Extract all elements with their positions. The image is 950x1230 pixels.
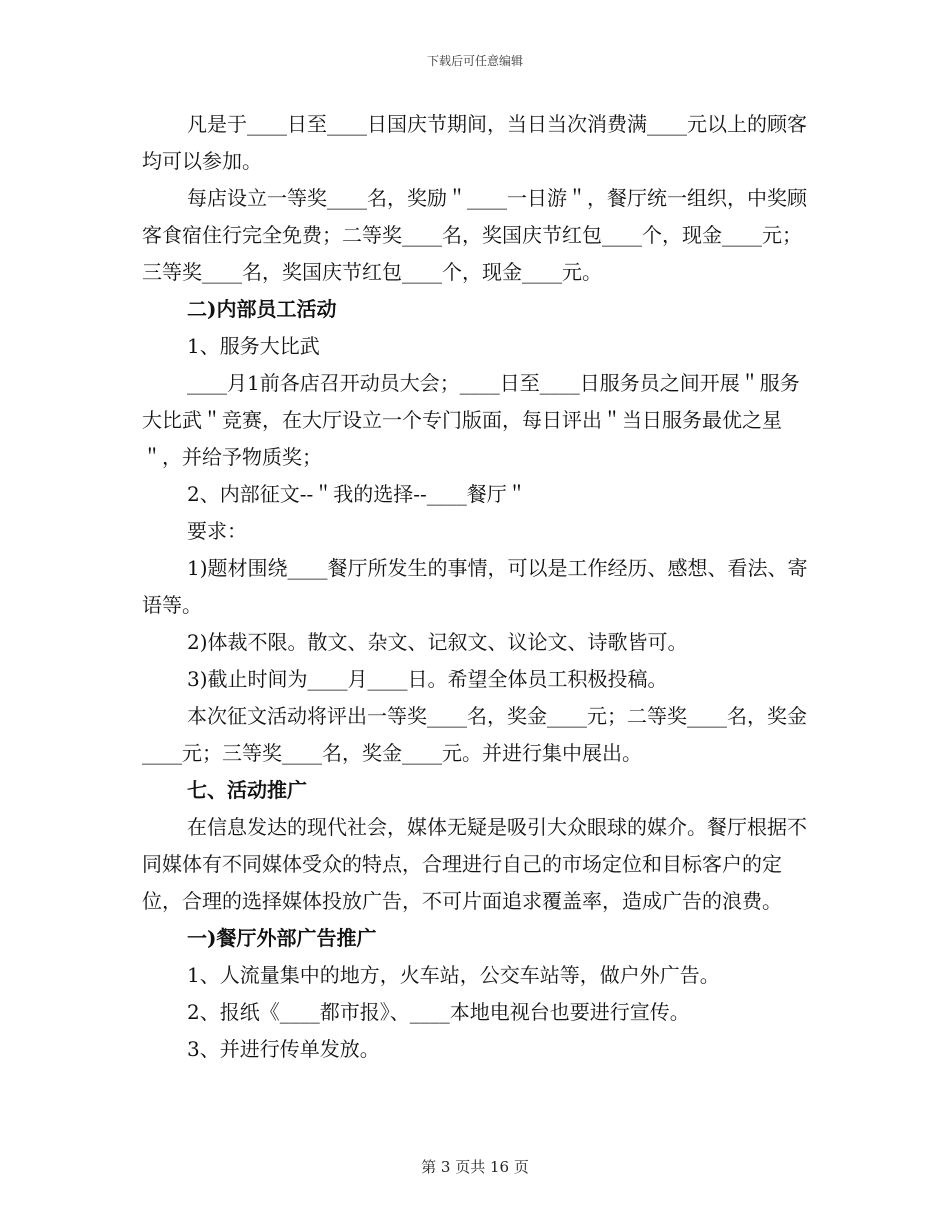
paragraph: 1、人流量集中的地方，火车站，公交车站等，做户外广告。: [187, 963, 720, 987]
paragraph: 1、服务大比武: [187, 334, 320, 358]
paragraph: 在信息发达的现代社会，媒体无疑是吸引大众眼球的媒介。餐厅根据不同媒体有不同媒体受众的特点，合理进行自己的市场定位和目标客户的定位，合理的选择媒体投放广告，不可片面追求覆盖率，造成广告的浪费。: [142, 815, 807, 913]
paragraph: 3、并进行传单发放。: [187, 1037, 380, 1061]
paragraph: 2、内部征文--＂我的选择--____餐厅＂: [187, 482, 527, 506]
paragraph: 凡是于____日至____日国庆节期间，当日当次消费满____元以上的顾客均可以参加。: [142, 112, 807, 173]
paragraph: 每店设立一等奖____名，奖励＂____一日游＂，餐厅统一组织，中奖顾客食宿住行完全免费；二等奖____名，奖国庆节红包____个，现金____元；三等奖____名，奖国庆节红包____个，现金____元。: [142, 186, 807, 284]
paragraph: 3)截止时间为____月____日。希望全体员工积极投稿。: [187, 667, 668, 691]
paragraph: 本次征文活动将评出一等奖____名，奖金____元；二等奖____名，奖金____元；三等奖____名，奖金____元。并进行集中展出。: [142, 704, 807, 765]
page-header: 下载后可任意编辑: [426, 54, 523, 68]
paragraph: 2)体裁不限。散文、杂文、记叙文、议论文、诗歌皆可。: [187, 630, 688, 654]
section-heading: 一)餐厅外部广告推广: [187, 926, 377, 950]
paragraph: 1)题材围绕____餐厅所发生的事情，可以是工作经历、感想、看法、寄语等。: [142, 556, 808, 617]
section-heading: 七、活动推广: [187, 778, 307, 802]
document-body: [142, 106, 812, 1068]
paragraph: 要求：: [187, 519, 247, 543]
paragraph: ____月1前各店召开动员大会；____日至____日服务员之间开展＂服务大比武＂竞赛，在大厅设立一个专门版面，每日评出＂当日服务最优之星＂，并给予物质奖；: [142, 371, 800, 469]
paragraph: 2、报纸《____都市报》、____本地电视台也要进行宣传。: [187, 1000, 690, 1024]
page-footer: 第 3 页共 16 页: [421, 1158, 529, 1176]
section-heading: 二)内部员工活动: [187, 297, 337, 321]
